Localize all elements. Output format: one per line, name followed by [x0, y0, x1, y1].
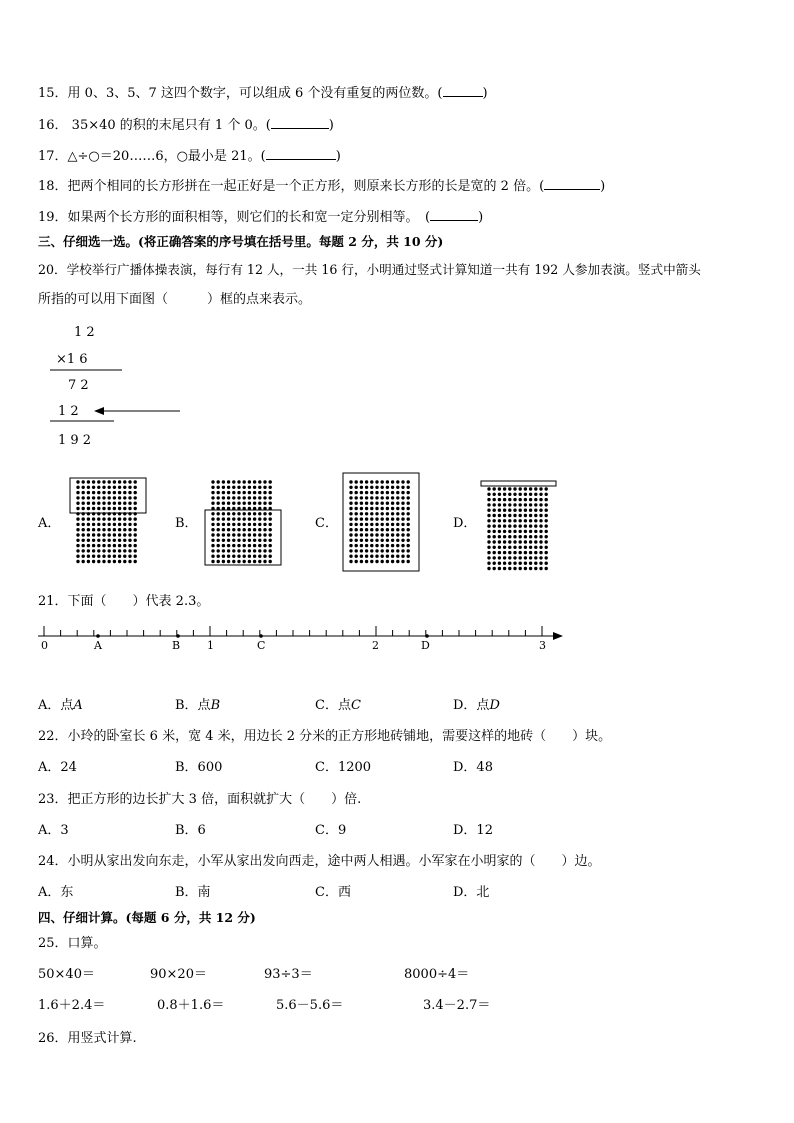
option-text: A．点 — [38, 698, 74, 713]
question-20-line1: 20．学校举行广播体操表演，每行有 12 人，一共 16 行，小明通过竖式计算知道一共有 192 人参加表演。竖式中箭头 — [38, 262, 701, 277]
numberline-label-0: 0 — [41, 639, 48, 652]
numberline-label-2: 2 — [372, 639, 379, 652]
calc-row-4: 1 2 — [58, 404, 79, 419]
option-text: D．点 — [453, 698, 490, 713]
q23-option-c[interactable]: C．9 — [315, 823, 347, 838]
calc-row-5: 1 9 2 — [58, 433, 92, 448]
number-line-ticks — [44, 626, 542, 636]
section-3-heading: 三、仔细选一选。(将正确答案的序号填在括号里。每题 2 分，共 10 分) — [38, 234, 444, 249]
q20-option-a-label[interactable]: A． — [38, 516, 61, 531]
point-b — [176, 634, 180, 638]
q24-option-d[interactable]: D．北 — [453, 885, 490, 900]
q24-option-a[interactable]: A．东 — [38, 885, 74, 900]
option-text: B．点 — [175, 698, 211, 713]
question-23: 23．把正方形的边长扩大 3 倍，面积就扩大（ ）倍. — [38, 792, 362, 807]
oral-calc-2: 90×20＝ — [150, 967, 207, 982]
q20-option-c-label[interactable]: C． — [315, 516, 338, 531]
paren-close: ) — [328, 118, 334, 133]
q20-option-d-label[interactable]: D． — [453, 516, 477, 531]
dot-grid-c — [349, 480, 410, 563]
paren-close: ) — [600, 179, 606, 194]
q24-option-c[interactable]: C．西 — [315, 885, 351, 900]
dot-grid-d — [487, 487, 548, 570]
number-line-arrow-icon — [553, 632, 563, 640]
question-25: 25．口算。 — [38, 936, 107, 951]
question-15-text: 15．用 0、3、5、7 这四个数字，可以组成 6 个没有重复的两位数。( — [38, 86, 443, 101]
q22-option-b[interactable]: B．600 — [175, 760, 223, 775]
section-4-heading: 四、仔细计算。(每题 6 分，共 12 分) — [38, 910, 256, 925]
dot-grids — [76, 480, 548, 570]
q20-option-b-label[interactable]: B． — [175, 516, 198, 531]
calc-row-3: 7 2 — [68, 378, 89, 393]
paren-close: ) — [482, 86, 488, 101]
option-var: C — [350, 698, 361, 713]
question-24: 24．小明从家出发向东走，小军从家出发向西走，途中两人相遇。小军家在小明家的（ ）边。 — [38, 854, 601, 869]
question-18-text: 18．把两个相同的长方形拼在一起正好是一个正方形，则原来长方形的长是宽的 2 倍。( — [38, 179, 545, 194]
option-var: A — [73, 698, 83, 713]
oral-calc-5: 1.6＋2.4＝ — [38, 998, 106, 1013]
oral-calc-8: 3.4－2.7＝ — [423, 998, 491, 1013]
q23-option-b[interactable]: B．6 — [175, 823, 206, 838]
numberline-label-1: 1 — [207, 639, 214, 652]
frame-d — [481, 481, 556, 486]
q23-option-d[interactable]: D．12 — [453, 823, 493, 838]
q23-option-a[interactable]: A．3 — [38, 823, 69, 838]
oral-calc-7: 5.6－5.6＝ — [276, 998, 344, 1013]
numberline-label-3: 3 — [539, 639, 546, 652]
q22-option-a[interactable]: A．24 — [38, 760, 77, 775]
oral-calc-4: 8000÷4＝ — [404, 967, 470, 982]
option-var: D — [489, 698, 500, 713]
arrow-head-icon — [94, 407, 104, 415]
paren-close: ) — [478, 210, 484, 225]
numberline-label-b: B — [172, 639, 181, 652]
question-20-line2: 所指的可以用下面图（ ）框的点来表示。 — [38, 292, 312, 307]
q22-option-c[interactable]: C．1200 — [315, 760, 372, 775]
option-text: C．点 — [315, 698, 351, 713]
oral-calc-3: 93÷3＝ — [264, 967, 313, 982]
question-17-text: 17．△÷○＝20……6，○最小是 21。( — [38, 149, 266, 164]
question-19-text: 19．如果两个长方形的面积相等，则它们的长和宽一定分别相等。 ( — [38, 210, 431, 225]
numberline-label-d: D — [421, 639, 430, 652]
numberline-label-c: C — [257, 639, 266, 652]
question-26: 26．用竖式计算. — [38, 1031, 137, 1046]
point-d — [425, 634, 429, 638]
calc-row-2: ×1 6 — [56, 352, 88, 367]
q24-option-b[interactable]: B．南 — [175, 885, 211, 900]
oral-calc-1: 50×40＝ — [38, 967, 95, 982]
point-c — [259, 634, 263, 638]
question-22: 22．小玲的卧室长 6 米，宽 4 米，用边长 2 分米的正方形地砖铺地，需要这样的地砖（ ）块。 — [38, 729, 612, 744]
numberline-label-a: A — [94, 639, 102, 652]
dot-grid-a — [76, 480, 137, 563]
question-21: 21．下面（ ）代表 2.3。 — [38, 594, 210, 609]
calc-row-1: 1 2 — [74, 325, 95, 340]
point-a — [96, 634, 100, 638]
q22-option-d[interactable]: D．48 — [453, 760, 493, 775]
dot-grid-b — [211, 480, 272, 563]
question-16-text: 16． 35×40 的积的末尾只有 1 个 0。( — [38, 118, 271, 133]
paren-close: ) — [335, 149, 341, 164]
oral-calc-6: 0.8＋1.6＝ — [157, 998, 225, 1013]
option-var: B — [210, 698, 221, 713]
